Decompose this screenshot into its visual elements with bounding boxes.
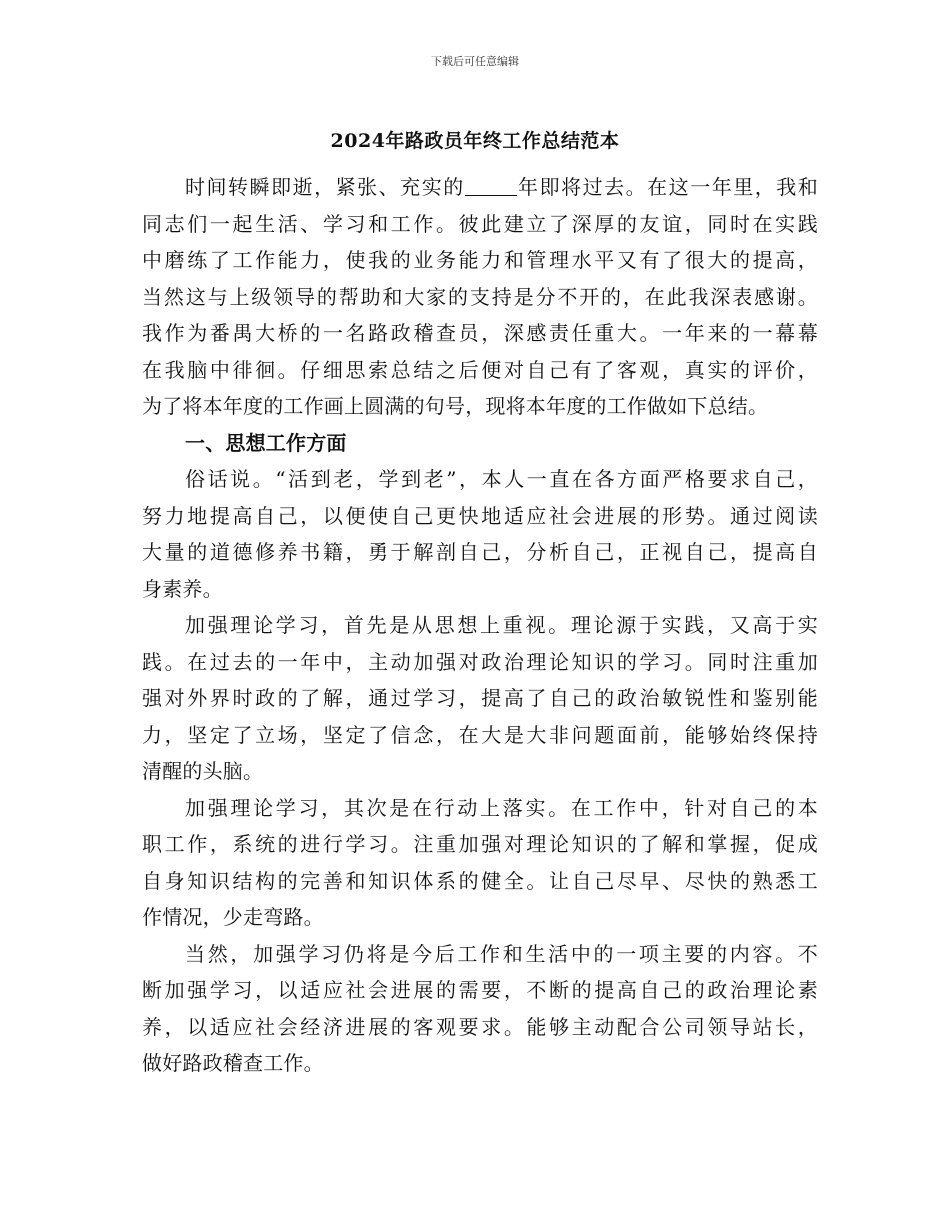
paragraph-line: 职工作，系统的进行学习。注重加强对理论知识的了解和掌握，促成 — [142, 832, 818, 856]
paragraph-line: 为了将本年度的工作画上圆满的句号，现将本年度的工作做如下总结。 — [142, 394, 769, 418]
paragraph-line: 当然，加强学习仍将是今后工作和生活中的一项主要的内容。不 — [185, 941, 818, 966]
paragraph — [142, 790, 818, 936]
document-title: 2024年路政员年终工作总结范本 — [330, 130, 620, 152]
paragraph-line: 当然这与上级领导的帮助和大家的支持是分不开的，在此我深表感谢。 — [142, 284, 818, 309]
section-heading: 一、思想工作方面 — [185, 430, 347, 455]
text-run: 年即将过去。在这一年里，我和 — [516, 175, 818, 199]
paragraph-line: 在我脑中徘徊。仔细思索总结之后便对自己有了客观，真实的评价， — [142, 357, 818, 382]
document-body — [142, 169, 818, 1082]
paragraph-line: 大量的道德修养书籍，勇于解剖自己，分析自己，正视自己，提高自 — [142, 540, 818, 564]
paragraph-line: 践。在过去的一年中，主动加强对政治理论知识的学习。同时注重加 — [142, 649, 818, 674]
paragraph — [142, 936, 818, 1082]
paragraph — [142, 461, 818, 607]
paragraph-line: 强对外界时政的了解，通过学习，提高了自己的政治敏锐性和鉴别能 — [142, 686, 818, 710]
paragraph-line: 俗话说。“活到老，学到老”，本人一直在各方面严格要求自己， — [185, 467, 818, 491]
paragraph-line: 努力地提高自己，以便使自己更快地适应社会进展的形势。通过阅读 — [142, 503, 818, 528]
paragraph-line: 做好路政稽查工作。 — [142, 1051, 324, 1075]
paragraph-line: 作情况，少走弯路。 — [142, 905, 324, 929]
paragraph-line: 力，坚定了立场，坚定了信念，在大是大非问题面前，能够始终保持 — [142, 722, 818, 747]
fill-in-blank — [465, 173, 517, 196]
paragraph-line: 加强理论学习，首先是从思想上重视。理论源于实践，又高于实 — [185, 613, 818, 637]
paragraph-line — [142, 169, 818, 206]
paragraph-line: 自身知识结构的完善和知识体系的健全。让自己尽早、尽快的熟悉工 — [142, 868, 818, 893]
paragraph-line: 断加强学习，以适应社会进展的需要，不断的提高自己的政治理论素 — [142, 978, 818, 1002]
paragraph-line: 清醒的头脑。 — [142, 759, 264, 783]
header-note: 下载后可任意编辑 — [431, 55, 519, 68]
paragraph-line: 同志们一起生活、学习和工作。彼此建立了深厚的友谊，同时在实践 — [142, 211, 818, 236]
paragraph-line: 养，以适应社会经济进展的客观要求。能够主动配合公司领导站长， — [142, 1014, 818, 1039]
paragraph-line: 加强理论学习，其次是在行动上落实。在工作中，针对自己的本 — [185, 795, 818, 820]
paragraph — [142, 169, 818, 425]
paragraph-line: 中磨练了工作能力，使我的业务能力和管理水平又有了很大的提高， — [142, 248, 818, 272]
paragraph — [142, 607, 818, 790]
paragraph-line: 我作为番禺大桥的一名路政稽查员，深感责任重大。一年来的一幕幕 — [142, 321, 818, 345]
paragraph-line: 身素养。 — [142, 576, 223, 601]
text-run: 时间转瞬即逝，紧张、充实的 — [185, 175, 465, 199]
